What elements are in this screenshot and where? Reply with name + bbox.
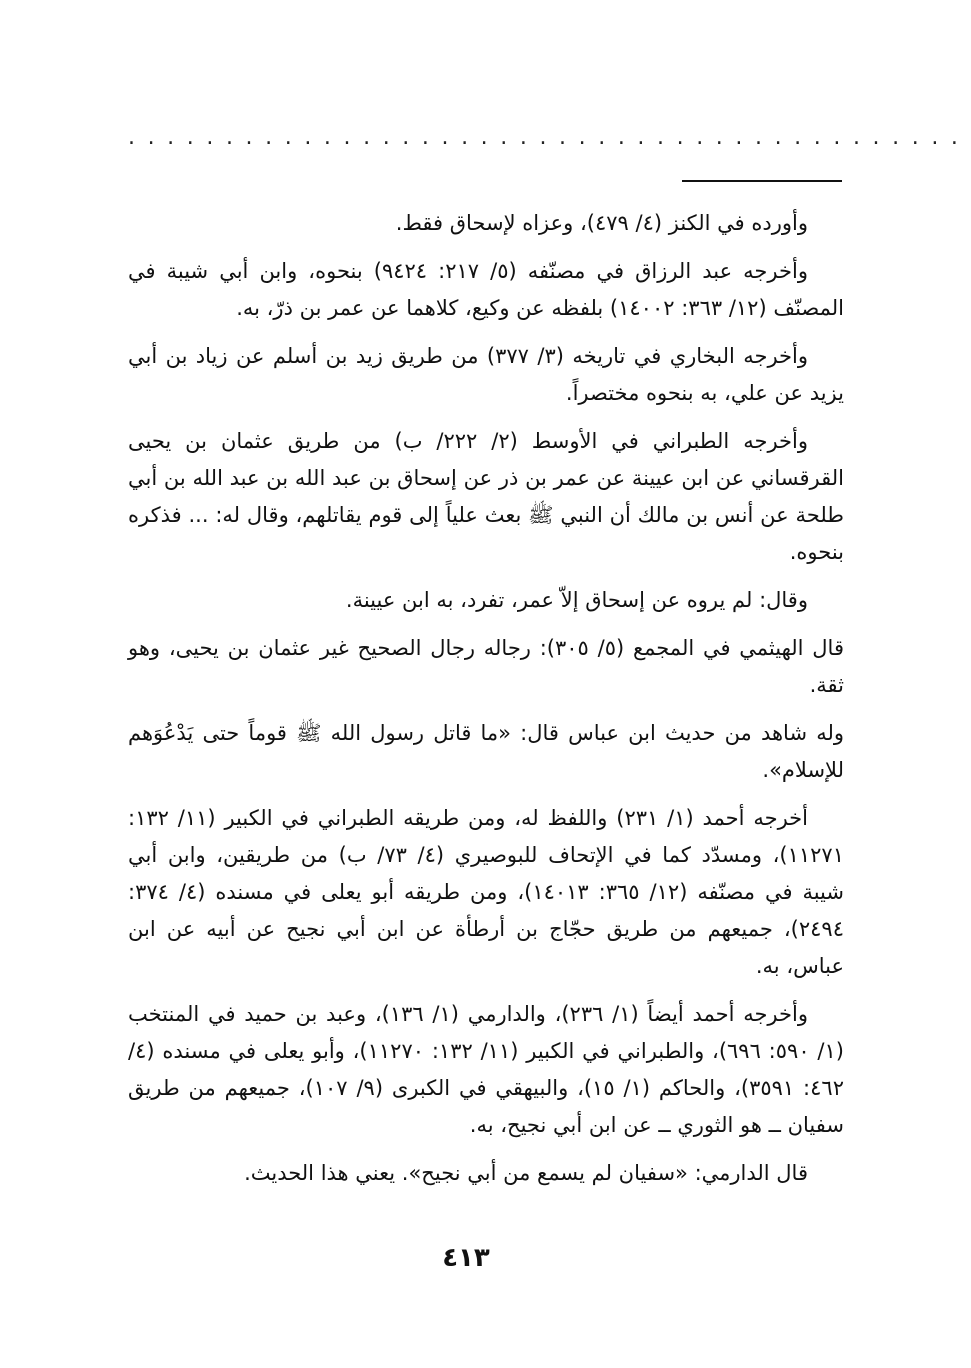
footnote-paragraph: وأخرجه البخاري في تاريخه (٣/ ٣٧٧) من طريق زيد بن أسلم عن زياد بن أبي يزيد عن علي، به بنحوه مختصراً.: [128, 344, 844, 405]
footnote-paragraph: قال الدارمي: «سفيان لم يسمع من أبي نجيح». يعني هذا الحديث.: [244, 1161, 808, 1185]
footnote-paragraph: وقال: لم يروه عن إسحاق إلاّ عمر، تفرد، به ابن عيينة.: [345, 588, 808, 612]
footnote-paragraph: وأخرجه أحمد أيضاً (١/ ٢٣٦)، والدارمي (١/ ١٣٦)، وعبد بن حميد في المنتخب (١/ ٥٩٠: ٦٩٦)، والطبراني في الكبير (١١/ ١٣٢: ١١٢٧٠)، وأبو يعلى في مسنده (٤/ ٤٦٢: ٣٥٩١)، والحاكم (١/ ١٥)، والبيهقي في الكبرى (٩/ ١٠٧)، جميعهم من طريق سفيان ــ هو الثوري ــ عن ابن أبي نجيح، به.: [128, 1002, 844, 1137]
footnote-paragraph: وله شاهد من حديث ابن عباس قال: «ما قاتل رسول الله ﷺ قوماً حتى يَدْعُوَهم للإسلام».: [128, 721, 844, 782]
footnotes-block: [128, 205, 844, 1203]
page-number: ٤١٣: [442, 1243, 490, 1273]
footnote-paragraph: وأورده في الكنز (٤/ ٤٧٩)، وعزاه لإسحاق فقط.: [395, 211, 808, 235]
footnote-paragraph: وأخرجه الطبراني في الأوسط (٢/ ٢٢٢/ ب) من طريق عثمان بن يحيى القرقساني عن ابن عيينة عن عمر بن ذر عن إسحاق بن عبد الله بن عبد الله بن أبي طلحة عن أنس بن مالك أن النبي ﷺ بعث علياً إلى قوم يقاتلهم، وقال له: ... فذكره بنحوه.: [128, 429, 844, 564]
dotted-separator: ...........................................: [128, 125, 971, 150]
footnote-paragraph: أخرجه أحمد (١/ ٢٣١) واللفظ له، ومن طريقه الطبراني في الكبير (١١/ ١٣٢: ١١٢٧١)، ومسدّد كما في الإتحاف للبوصيري (٤/ ٧٣/ ب) من طريقين، وابن أبي شيبة في مصنّفه (١٢/ ٣٦٥: ١٤٠١٣)، ومن طريقه أبو يعلى في مسنده (٤/ ٣٧٤: ٢٤٩٤)، جميعهم من طريق حجّاج بن أرطأة عن ابن أبي نجيح عن أبيه عن ابن عباس، به.: [128, 806, 844, 978]
footnote-paragraph: وأخرجه عبد الرزاق في مصنّفه (٥/ ٢١٧: ٩٤٢٤) بنحوه، وابن أبي شيبة في المصنّف (١٢/ ٣٦٣: ١٤٠٠٢) بلفظه عن وكيع، كلاهما عن عمر بن ذرّ، به.: [128, 259, 844, 320]
footnote-rule: [682, 180, 842, 182]
footnote-paragraph: قال الهيثمي في المجمع (٥/ ٣٠٥): رجاله رجال الصحيح غير عثمان بن يحيى، وهو ثقة.: [128, 636, 844, 697]
